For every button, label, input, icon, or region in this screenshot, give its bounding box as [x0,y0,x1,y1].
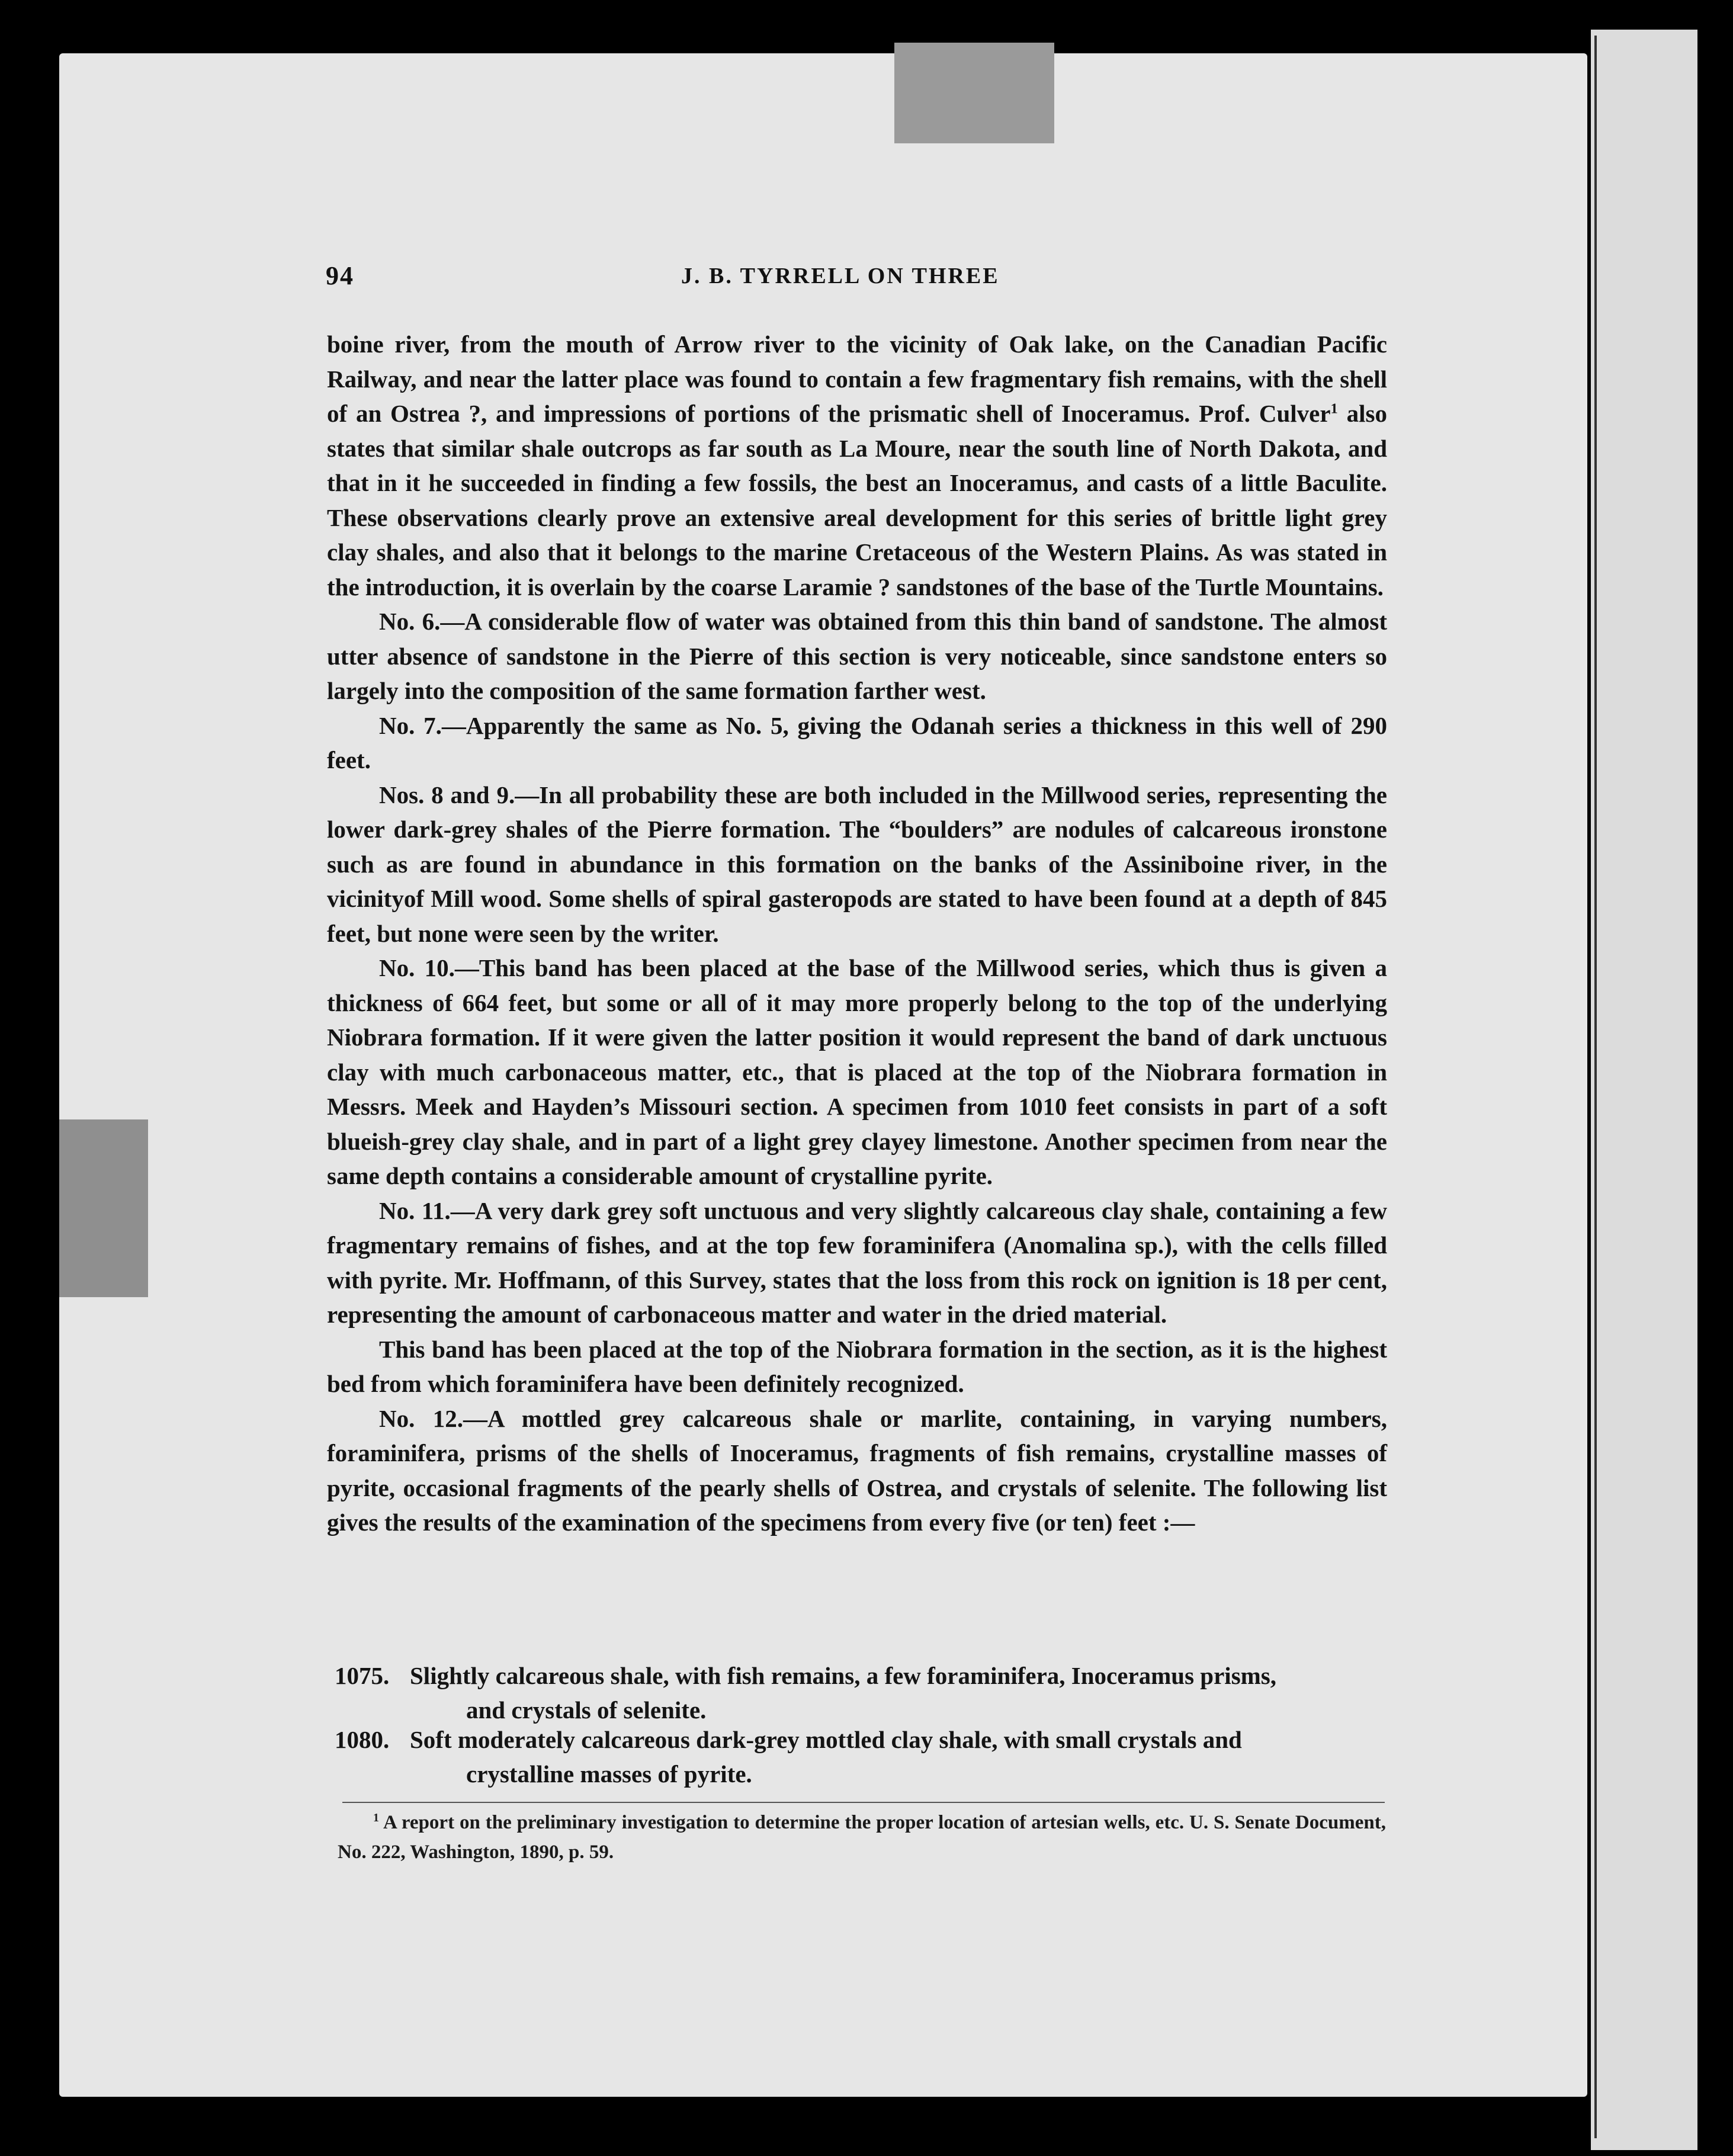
adjacent-page-edge [1591,30,1697,2150]
page-gutter-line [1594,36,1597,2138]
paragraph-no-7: No. 7.—Apparently the same as No. 5, giving the Odanah series a thickness in this well of 290 feet. [327,711,1387,774]
paragraph-no-11: No. 11.—A very dark grey soft unctuous and very slightly calcareous clay shale, containing a few fragmentary remains of fishes, and at the top few foraminifera (Anomalina sp.), with the cells filled with pyrite. Mr. Hoffmann, of this Survey, states that the loss from this rock on ignition is 18 per cent, representing the amount of carbonaceous matter and water in the dried material. [327,1196,1387,1328]
paragraph-nos-8-9: Nos. 8 and 9.—In all probability these are both included in the Millwood series, representing the lower dark-grey shales of the Pierre formation. The “boulders” are nodules of calcareous ironstone such as are found in abundance in this formation on the banks of the Assiniboine river, in the vicinityof Mill wood. Some shells of spiral gasteropods are stated to have been found at a depth of 845 feet, but none were seen by the writer. [327,781,1387,947]
specimen-description-line: Slightly calcareous shale, with fish remains, a few foraminifera, Inoceramus prisms, [410,1662,1277,1689]
specimen-depth: 1080. [335,1726,390,1753]
footnote-reference: 1 [1330,400,1338,417]
scan-margin-tab [59,1119,148,1297]
paragraph-text: boine river, from the mouth of Arrow river to the vicinity of Oak lake, on the Canadian Pacific Railway, and near the latter place was found to contain a few fragmentary fish remains, with the shell of an Ostrea ?, and impressions of portions of the prismatic shell of Inoceramus. Prof. Culver [327,331,1387,427]
specimen-description [410,1722,1387,1791]
specimen-description [410,1658,1387,1727]
scan-top-tab [894,43,1054,143]
paragraph-no-6: No. 6.—A considerable flow of water was obtained from this thin band of sandstone. The almost utter absence of sandstone in the Pierre of this section is very noticeable, since sandstone enters so largely into the composition of the same formation farther west. [327,608,1387,704]
paragraph-no-10: No. 10.—This band has been placed at the base of the Millwood series, which thus is given a thickness of 664 feet, but some or all of it may more properly belong to the top of the underlying Niobrara formation. If it were given the latter position it would represent the band of dark unctuous clay with much carbonaceous matter, etc., that is placed at the top of the Niobrara formation in Messrs. Meek and Hayden’s Missouri section. A specimen from 1010 feet consists in part of a soft blueish-grey clay shale, and in part of a light grey clayey limestone. Another specimen from near the same depth contains a considerable amount of crystalline pyrite. [327,954,1387,1189]
specimen-description-line: and crystals of selenite. [466,1696,707,1724]
running-header [326,261,1392,296]
specimen-description-line: crystalline masses of pyrite. [466,1760,752,1788]
footnote-text: A report on the preliminary investigation to determine the proper location of artesian wells, etc. U. S. Senate Document, No. 222, Washington, 1890, p. 59. [338,1812,1386,1863]
page-number: 94 [326,261,354,290]
footnote-divider [342,1802,1385,1803]
running-title: J. B. TYRRELL ON THREE [681,264,1000,288]
footnote [338,1808,1386,1867]
paragraph-no-12: No. 12.—A mottled grey calcareous shale or marlite, containing, in varying numbers, foraminifera, prisms of the shells of Inoceramus, fragments of fish remains, crystalline masses of pyrite, occasional fragments of the pearly shells of Ostrea, and crystals of selenite. The following list gives the results of the examination of the specimens from every five (or ten) feet :— [327,1404,1387,1536]
paragraph-continued [327,327,1387,604]
body-text [327,327,1387,1540]
paragraph-niobrara-note: This band has been placed at the top of the Niobrara formation in the section, as it is the highest bed from which foraminifera have been definitely recognized. [327,1335,1387,1397]
specimen-depth: 1075. [335,1662,390,1689]
paragraph-text: also states that similar shale outcrops as far south as La Moure, near the south line of North Dakota, and that in it he succeeded in finding a few fossils, the best an Inoceramus, and casts of a little Baculite. These observations clearly prove an extensive areal development for this series of brittle light grey clay shales, and also that it belongs to the marine Cretaceous of the Western Plains. As was stated in the introduction, it is overlain by the coarse Laramie ? sandstones of the base of the Turtle Mountains. [327,400,1387,601]
specimen-description-line: Soft moderately calcareous dark-grey mottled clay shale, with small crystals and [410,1726,1242,1753]
footnote-mark: 1 [373,1811,379,1824]
